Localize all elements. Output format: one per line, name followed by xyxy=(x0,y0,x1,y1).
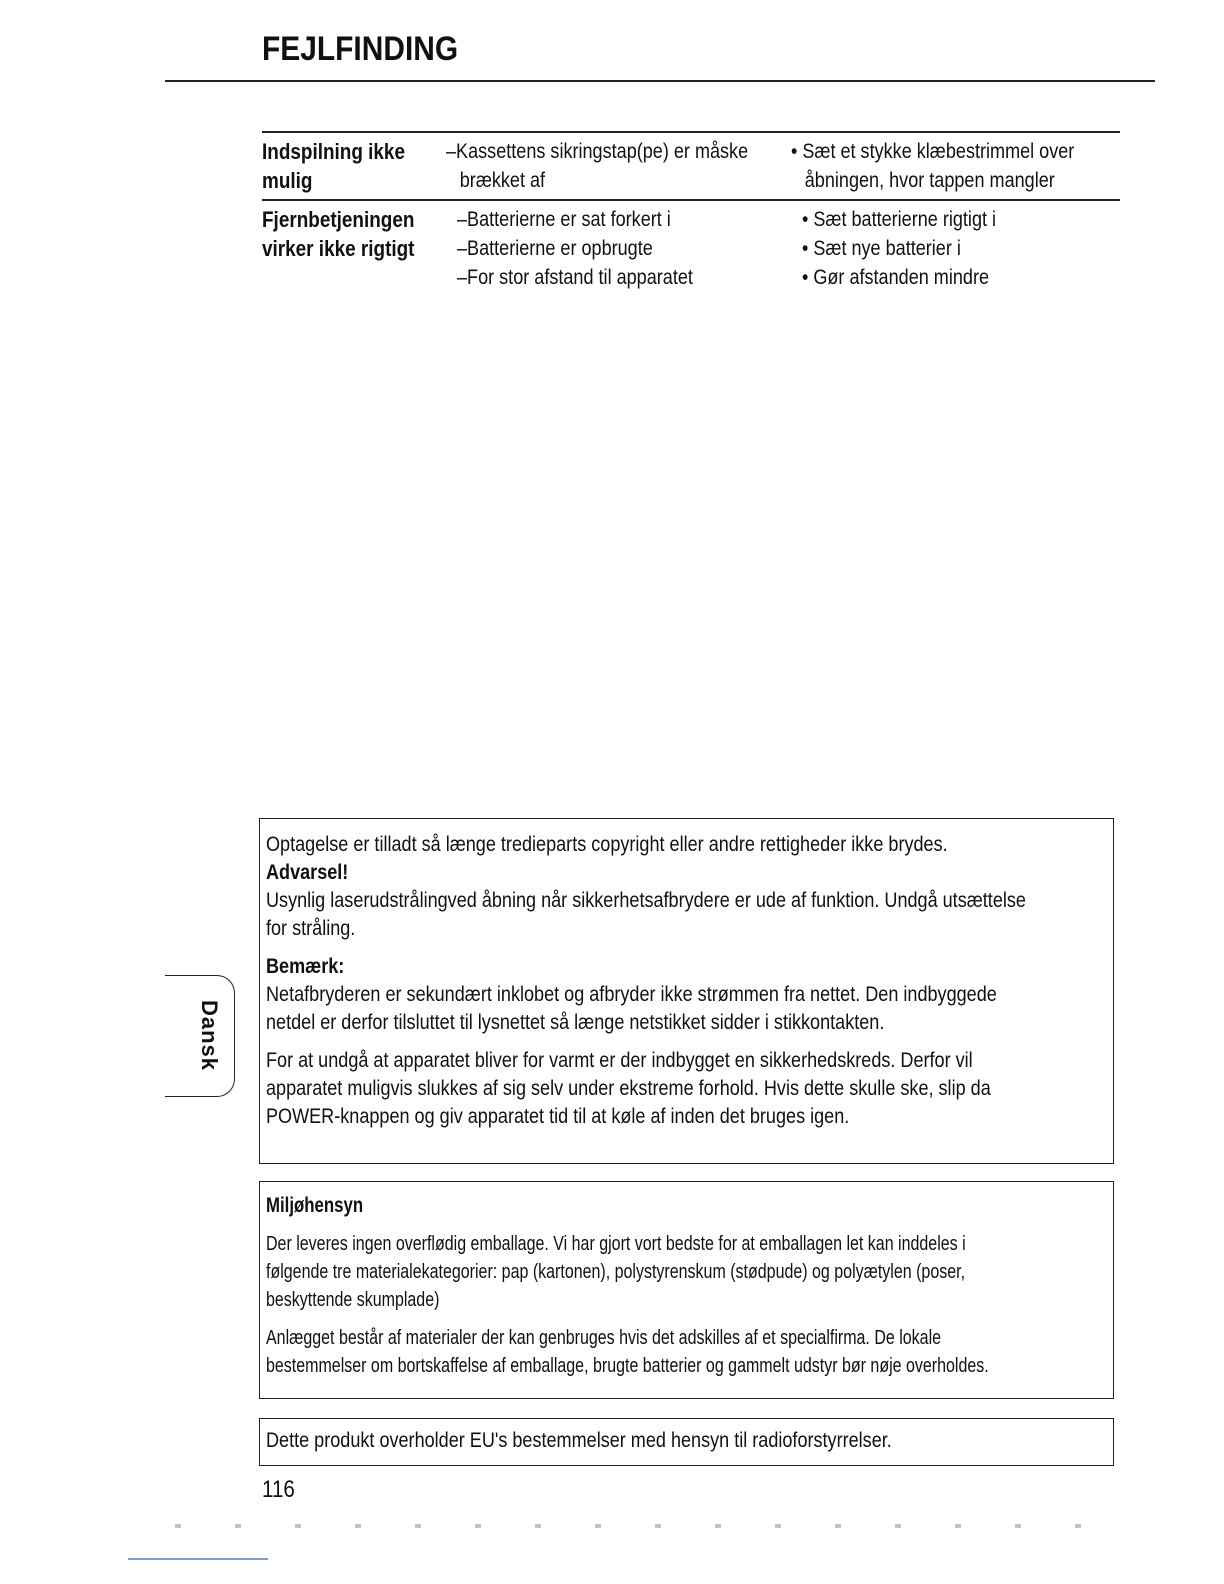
title-divider xyxy=(165,80,1155,82)
troubleshooting-table xyxy=(262,131,1120,296)
page-title: FEJLFINDING xyxy=(262,30,459,68)
cause-text: –For stor afstand til apparatet xyxy=(457,266,693,289)
eu-notice-box xyxy=(259,1418,1114,1466)
fix-text: • Sæt nye batterier i xyxy=(802,237,961,260)
problem-text: Indspilning ikke xyxy=(262,139,405,164)
safety-notice-box xyxy=(259,818,1114,1164)
problem-cell xyxy=(262,137,446,195)
cause-cell xyxy=(457,205,802,292)
environment-text: følgende tre materialekategorier: pap (kartonen), polystyrenskum (stødpude) og polyætylen (poser, xyxy=(266,1261,966,1283)
copyright-text: Optagelse er tilladt så længe tredieparts copyright eller andre rettigheder ikke brydes. xyxy=(266,833,948,856)
page-number: 116 xyxy=(262,1476,295,1503)
warning-text: for stråling. xyxy=(266,917,356,940)
fix-text: • Sæt et stykke klæbestrimmel over xyxy=(790,140,1074,163)
table-row xyxy=(262,131,1120,199)
cause-cell xyxy=(446,137,791,195)
table-row xyxy=(262,199,1120,296)
note-heading: Bemærk: xyxy=(266,955,345,978)
environment-text: beskyttende skumplade) xyxy=(266,1289,440,1311)
fix-cell xyxy=(802,205,1120,292)
warning-text: Usynlig laserudstrålingved åbning når sikkerhetsafbrydere er ude af funktion. Undgå utsættelse xyxy=(266,889,1026,912)
fix-cell xyxy=(791,137,1120,195)
note-text: Netafbryderen er sekundært inklobet og afbryder ikke strømmen fra nettet. Den indbyggede xyxy=(266,983,997,1006)
scan-artifact-line xyxy=(128,1558,268,1560)
language-tab-label: Dansk xyxy=(197,1000,222,1072)
environment-text: bestemmelser om bortskaffelse af emballage, brugte batterier og gammelt udstyr bør nøje overholdes. xyxy=(266,1355,989,1377)
cause-text: brækket af xyxy=(459,169,545,192)
eu-notice-text: Dette produkt overholder EU's bestemmelser med hensyn til radioforstyrrelser. xyxy=(266,1429,892,1452)
fix-text: • Sæt batterierne rigtigt i xyxy=(802,208,997,231)
cause-text: –Kassettens sikringstap(pe) er måske xyxy=(445,140,748,163)
environment-text: Der leveres ingen overflødig emballage. Vi har gjort vort bedste for at emballagen let kan inddeles i xyxy=(266,1233,966,1255)
overheat-text: apparatet muligvis slukkes af sig selv under ekstreme forhold. Hvis dette skulle ske, slip da xyxy=(266,1077,991,1100)
note-text: netdel er derfor tilsluttet til lysnettet så længe netstikket sidder i stikkontakten. xyxy=(266,1011,885,1034)
cause-text: –Batterierne er sat forkert i xyxy=(457,208,671,231)
scan-artifact xyxy=(175,1524,1135,1528)
environment-box xyxy=(259,1181,1114,1399)
problem-text: mulig xyxy=(262,168,313,193)
fix-text: • Gør afstanden mindre xyxy=(802,266,990,289)
fix-text: åbningen, hvor tappen mangler xyxy=(804,169,1055,192)
problem-text: Fjernbetjeningen xyxy=(262,207,415,232)
problem-cell xyxy=(262,205,457,292)
warning-heading: Advarsel! xyxy=(266,861,349,884)
environment-heading: Miljøhensyn xyxy=(266,1194,364,1217)
overheat-text: For at undgå at apparatet bliver for varmt er der indbygget en sikkerhedskreds. Derfor vil xyxy=(266,1049,973,1072)
problem-text: virker ikke rigtigt xyxy=(262,236,415,261)
overheat-text: POWER-knappen og giv apparatet tid til at køle af inden det bruges igen. xyxy=(266,1105,850,1128)
cause-text: –Batterierne er opbrugte xyxy=(457,237,653,260)
environment-text: Anlægget består af materialer der kan genbruges hvis det adskilles af et specialfirma. De lokale xyxy=(266,1327,942,1349)
